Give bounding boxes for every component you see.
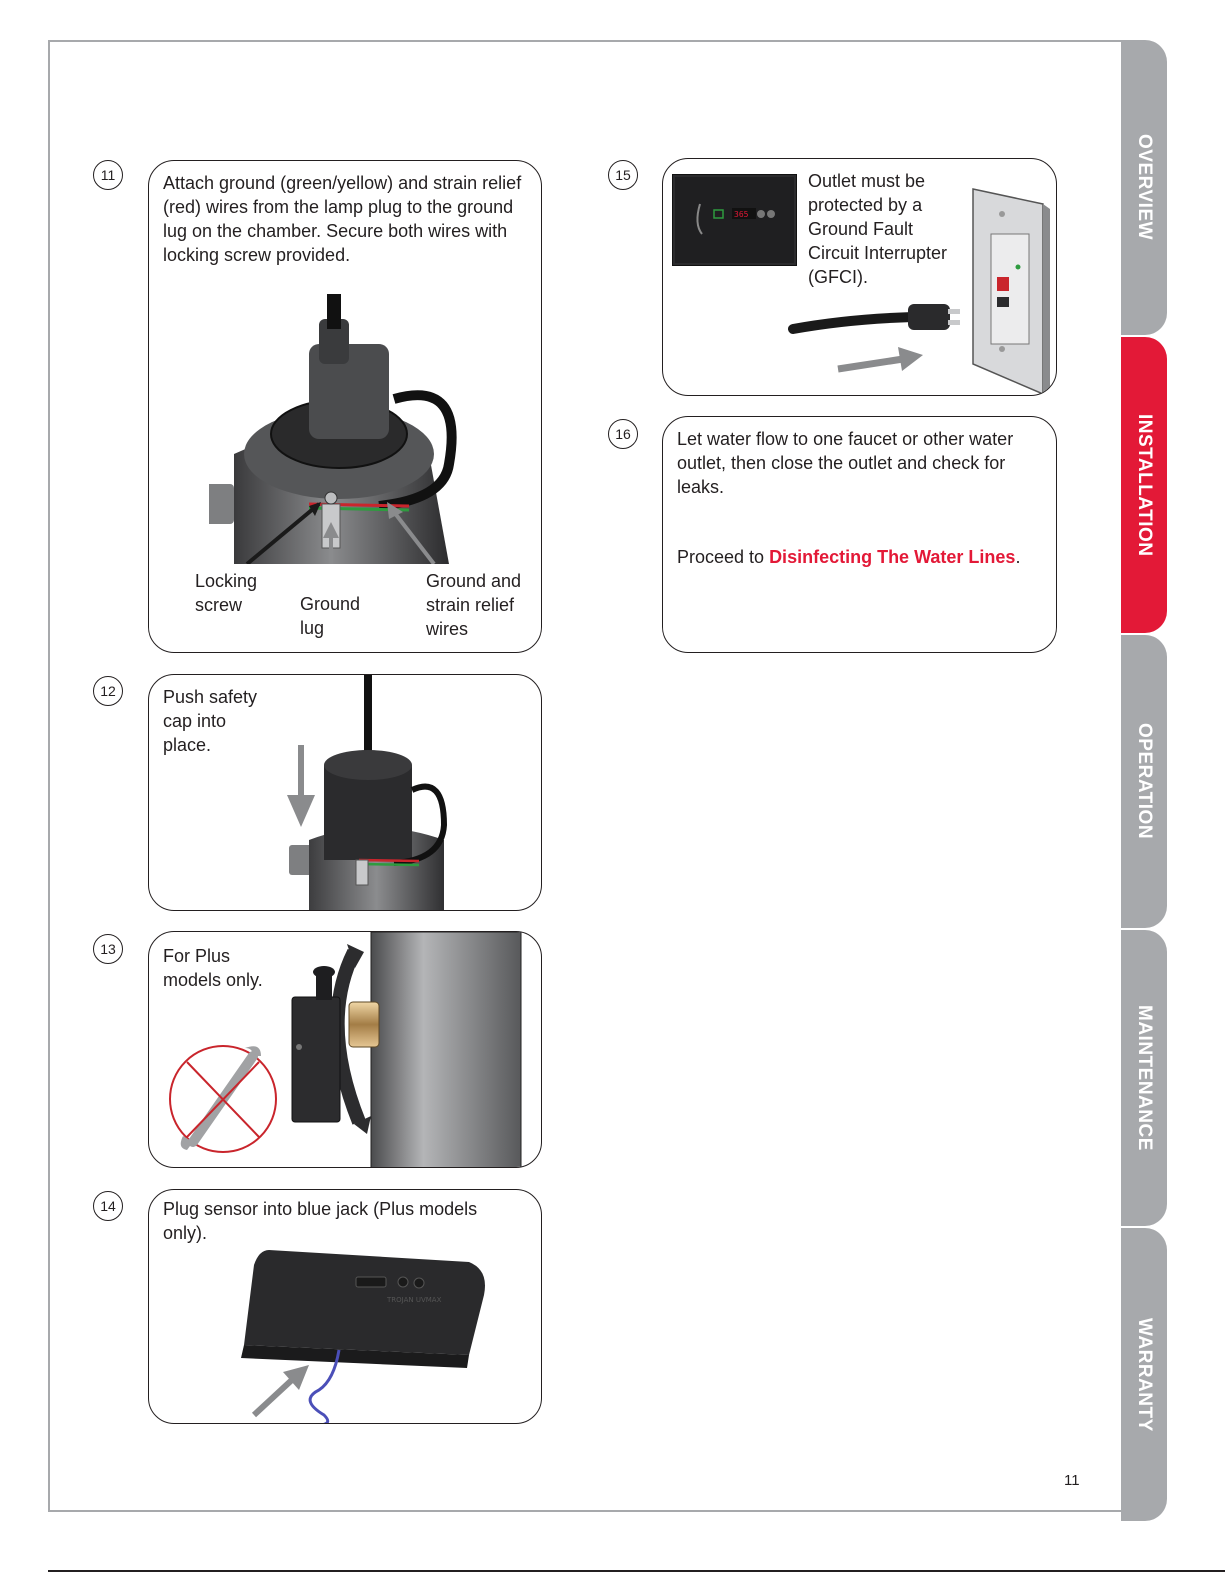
step-number-14: 14 bbox=[93, 1191, 123, 1221]
step-14-box bbox=[148, 1189, 542, 1424]
gfci-outlet-illustration bbox=[788, 179, 1057, 394]
callout-locking-screw bbox=[195, 569, 257, 617]
step-16-box bbox=[662, 416, 1057, 653]
step-number-15: 15 bbox=[608, 160, 638, 190]
tab-maintenance[interactable] bbox=[1121, 930, 1167, 1226]
callout-wires bbox=[426, 569, 521, 641]
tab-warranty-label: WARRANTY bbox=[1134, 1317, 1155, 1432]
tab-overview[interactable] bbox=[1121, 40, 1167, 335]
tab-operation[interactable] bbox=[1121, 635, 1167, 928]
step-15-text: Outlet must be protected by a Ground Fault Circuit Interrupter (GFCI). bbox=[808, 171, 948, 287]
step-12-text: Push safety cap into place. bbox=[163, 687, 258, 755]
tab-installation[interactable] bbox=[1121, 337, 1167, 633]
tab-overview-label: OVERVIEW bbox=[1134, 134, 1155, 241]
step-11-text: Attach ground (green/yellow) and strain relief (red) wires from the lamp plug to the ground lug on the chamber. Secure both wires with locking screw provided. bbox=[163, 173, 522, 265]
callout-locking-screw-line2: screw bbox=[195, 595, 243, 615]
callout-ground-lug-line1: Ground bbox=[300, 594, 361, 614]
step-16-text: Let water flow to one faucet or other water outlet, then close the outlet and check for leaks. bbox=[677, 429, 1014, 497]
callout-wires-line2: strain relief bbox=[426, 595, 515, 615]
tab-warranty[interactable] bbox=[1121, 1228, 1167, 1521]
step-16-proceed bbox=[677, 545, 1047, 569]
controller-panel-illustration bbox=[672, 174, 797, 266]
tab-maintenance-label: MAINTENANCE bbox=[1134, 1005, 1155, 1151]
tab-installation-label: INSTALLATION bbox=[1134, 413, 1155, 557]
plus-model-illustration bbox=[149, 932, 542, 1168]
controller-brand-text: TROJAN UVMAX bbox=[387, 1296, 442, 1304]
proceed-suffix: . bbox=[1015, 547, 1021, 567]
bottom-rule bbox=[48, 1570, 1225, 1572]
step-15-box bbox=[662, 158, 1057, 396]
step-number-12: 12 bbox=[93, 676, 123, 706]
lamp-plug-illustration bbox=[209, 294, 529, 564]
step-11-box bbox=[148, 160, 542, 653]
proceed-prefix: Proceed to bbox=[677, 547, 770, 567]
callout-ground-lug bbox=[300, 592, 360, 640]
controller-display-value: 365 bbox=[734, 210, 749, 219]
step-13-box bbox=[148, 931, 542, 1168]
callout-ground-lug-line2: lug bbox=[300, 618, 325, 638]
step-13-text: For Plus models only. bbox=[163, 946, 263, 990]
step-number-13: 13 bbox=[93, 934, 123, 964]
step-number-11: 11 bbox=[93, 160, 123, 190]
controller-sensor-illustration bbox=[149, 1240, 542, 1424]
callout-wires-line1: Ground and bbox=[426, 571, 522, 591]
page-number: 11 bbox=[1064, 1472, 1080, 1489]
step-12-box bbox=[148, 674, 542, 911]
step-number-16: 16 bbox=[608, 419, 638, 449]
safety-cap-illustration bbox=[284, 675, 464, 911]
callout-wires-line3: wires bbox=[426, 619, 469, 639]
callout-locking-screw-line1: Locking bbox=[195, 571, 258, 591]
disinfecting-link[interactable]: Disinfecting The Water Lines bbox=[769, 547, 1016, 567]
step-14-text: Plug sensor into blue jack (Plus models only). bbox=[163, 1199, 478, 1243]
tab-operation-label: OPERATION bbox=[1134, 723, 1155, 840]
